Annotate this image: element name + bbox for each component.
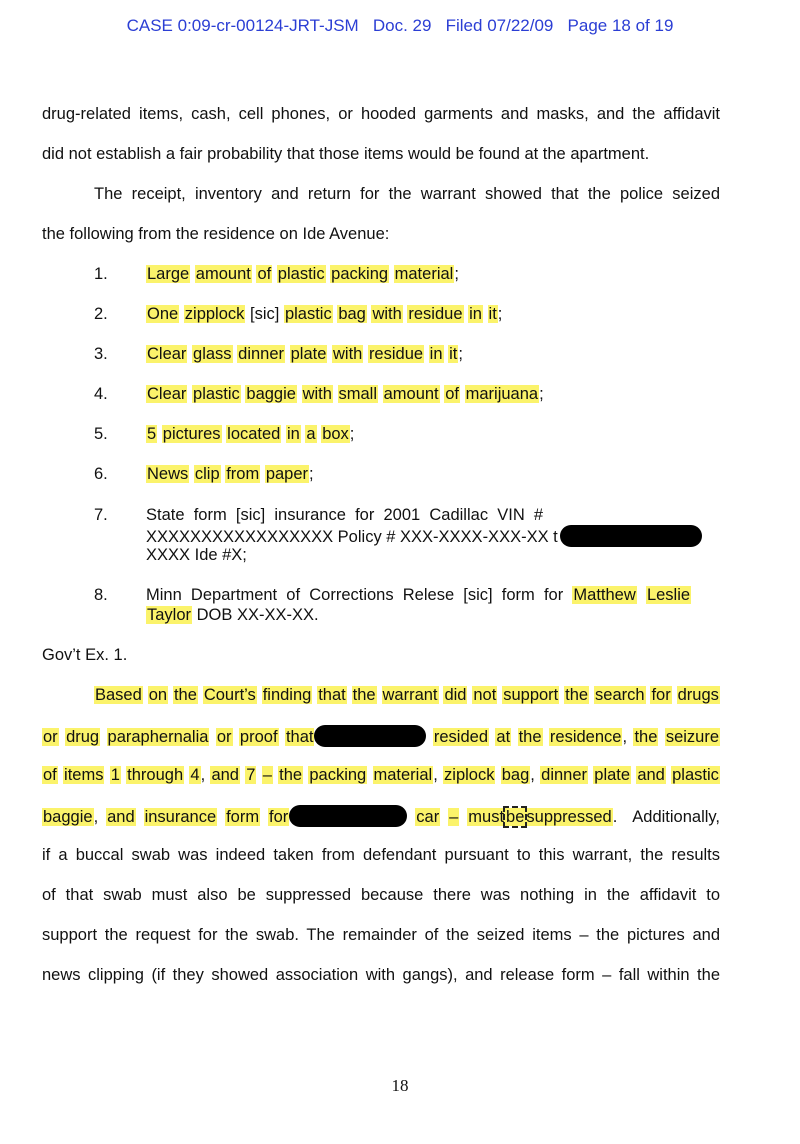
para1-line1: drug-related items, cash, cell phones, or hooded garments and masks, and the affidavit — [42, 105, 720, 123]
list-item: Clear glass dinner plate with residue in it; — [147, 345, 463, 363]
list-number: 6. — [94, 465, 108, 483]
page-number: 18 — [391, 1076, 409, 1095]
redaction-mark — [314, 725, 426, 747]
list-item-line: XXXX Ide #X; — [146, 546, 247, 564]
list-number: 8. — [94, 586, 108, 604]
para3-line8: news clipping (if they showed association with gangs), and release form – fall within the — [42, 966, 720, 984]
para3-line1: Based on the Court’s finding that the warrant did not support the search for drugs — [95, 686, 719, 704]
redaction-mark — [560, 525, 702, 547]
para2-line1: The receipt, inventory and return for the warrant showed that the police seized — [94, 185, 720, 203]
list-item: One zipplock [sic] plastic bag with residue in it; — [147, 305, 503, 323]
list-number: 5. — [94, 425, 108, 443]
case-header: CASE 0:09-cr-00124-JRT-JSM Doc. 29 Filed 07/22/09 Page 18 of 19 — [126, 16, 674, 35]
para3-line4: baggie, and insurance form for car – must be suppressed. Additionally, — [42, 805, 720, 827]
list-item-line: State form [sic] insurance for 2001 Cadillac VIN # — [146, 506, 544, 524]
list-item: 5 pictures located in a box; — [147, 425, 355, 443]
list-item: News clip from paper; — [147, 465, 314, 483]
selection-box[interactable]: be — [506, 808, 525, 826]
para3-line5: if a buccal swab was indeed taken from defendant pursuant to this warrant, the results — [42, 846, 720, 864]
para2-line2: the following from the residence on Ide Avenue: — [42, 225, 390, 243]
para3-line6: of that swab must also be suppressed because there was nothing in the affidavit to — [42, 886, 720, 904]
list-number: 2. — [94, 305, 108, 323]
list-number: 7. — [94, 506, 108, 524]
list-item: Clear plastic baggie with small amount of marijuana; — [147, 385, 544, 403]
list-item-line: Taylor DOB XX-XX-XX. — [147, 606, 319, 624]
para3-line3: of items 1 through 4, and 7 – the packing material, ziplock bag, dinner plate and plastic — [43, 766, 719, 784]
list-item: Large amount of plastic packing material; — [147, 265, 459, 283]
para1-line2: did not establish a fair probability that those items would be found at the apartment. — [42, 145, 650, 163]
para3-line2: or drug paraphernalia or proof that resided at the residence, the seizure — [42, 725, 720, 747]
list-number: 1. — [94, 265, 108, 283]
citation: Gov’t Ex. 1. — [42, 646, 128, 664]
para3-line7: support the request for the swab. The remainder of the seized items – the pictures and — [42, 926, 720, 944]
list-number: 3. — [94, 345, 108, 363]
redaction-mark — [289, 805, 407, 827]
list-item-line: Minn Department of Corrections Relese [sic] form for Matthew Leslie — [146, 586, 691, 604]
list-number: 4. — [94, 385, 108, 403]
list-item-line: XXXXXXXXXXXXXXXXX Policy # XXX-XXXX-XXX-XX t — [146, 525, 720, 547]
